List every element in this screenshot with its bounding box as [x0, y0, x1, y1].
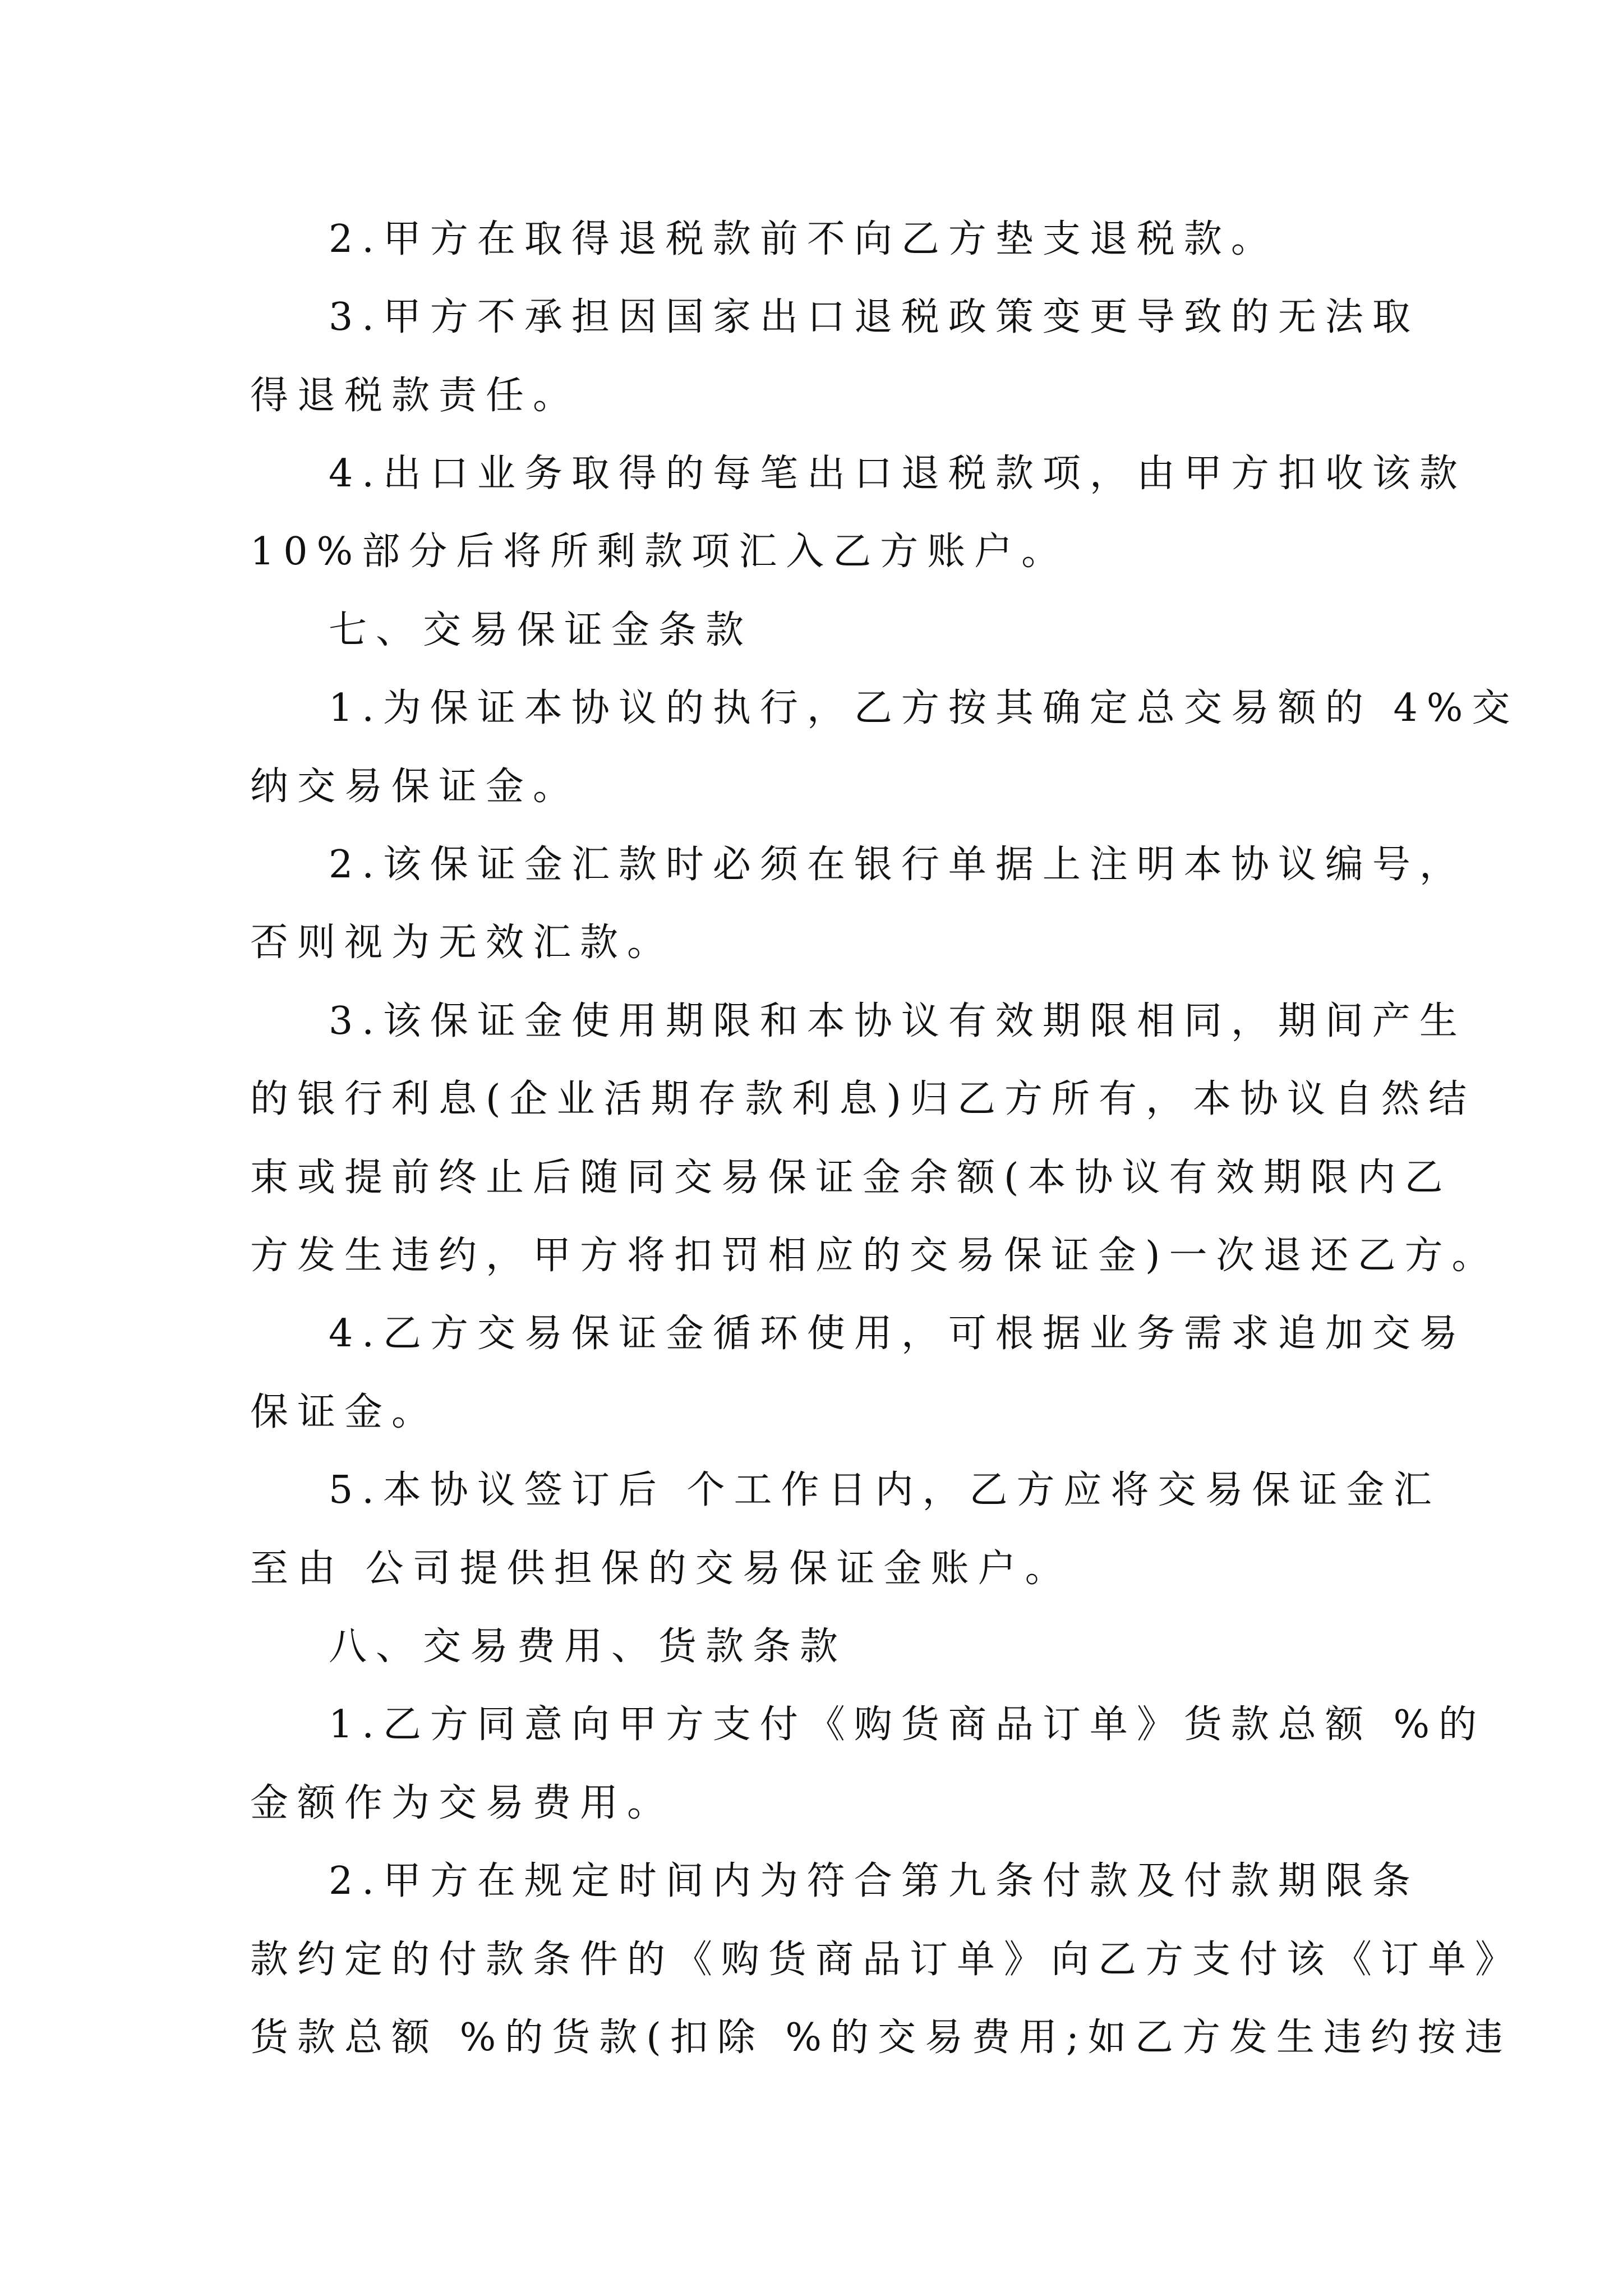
paragraph-line: 4.乙方交易保证金循环使用，可根据业务需求追加交易 [329, 1312, 1467, 1356]
paragraph-line: 1.乙方同意向甲方支付《购货商品订单》货款总额 %的 [329, 1703, 1486, 1747]
paragraph-line: 10%部分后将所剩款项汇入乙方账户。 [250, 530, 1069, 574]
paragraph-line: 货款总额 %的货款(扣除 %的交易费用;如乙方发生违约按违 [250, 2016, 1512, 2060]
paragraph-line: 否则视为无效汇款。 [250, 921, 675, 965]
paragraph-line: 2.甲方在规定时间内为符合第九条付款及付款期限条 [329, 1859, 1419, 1903]
paragraph-line: 保证金。 [250, 1390, 439, 1434]
paragraph-line: 2.甲方在取得退税款前不向乙方垫支退税款。 [329, 217, 1278, 261]
paragraph-line: 款约定的付款条件的《购货商品订单》向乙方支付该《订单》 [250, 1938, 1523, 1982]
paragraph-line: 金额作为交易费用。 [250, 1781, 675, 1825]
paragraph-line: 4.出口业务取得的每笔出口退税款项，由甲方扣收该款 [329, 452, 1467, 496]
paragraph-line: 3.该保证金使用期限和本协议有效期限相同，期间产生 [329, 999, 1467, 1043]
paragraph-line: 方发生违约，甲方将扣罚相应的交易保证金)一次退还乙方。 [250, 1234, 1499, 1278]
paragraph-line: 束或提前终止后随同交易保证金余额(本协议有效期限内乙 [250, 1156, 1452, 1200]
paragraph-line: 至由 公司提供担保的交易保证金账户。 [250, 1547, 1072, 1591]
paragraph-line: 得退税款责任。 [250, 374, 580, 418]
paragraph-line: 纳交易保证金。 [250, 765, 580, 809]
paragraph-line: 3.甲方不承担因国家出口退税政策变更导致的无法取 [329, 295, 1419, 339]
paragraph-line: 5.本协议签订后 个工作日内，乙方应将交易保证金汇 [329, 1468, 1441, 1512]
paragraph-line: 2.该保证金汇款时必须在银行单据上注明本协议编号， [329, 843, 1467, 887]
paragraph-line: 的银行利息(企业活期存款利息)归乙方所有，本协议自然结 [250, 1077, 1476, 1121]
paragraph-line: 1.为保证本协议的执行，乙方按其确定总交易额的 4%交 [329, 686, 1519, 730]
section-heading: 八、交易费用、货款条款 [329, 1625, 847, 1669]
section-heading: 七、交易保证金条款 [329, 608, 753, 652]
